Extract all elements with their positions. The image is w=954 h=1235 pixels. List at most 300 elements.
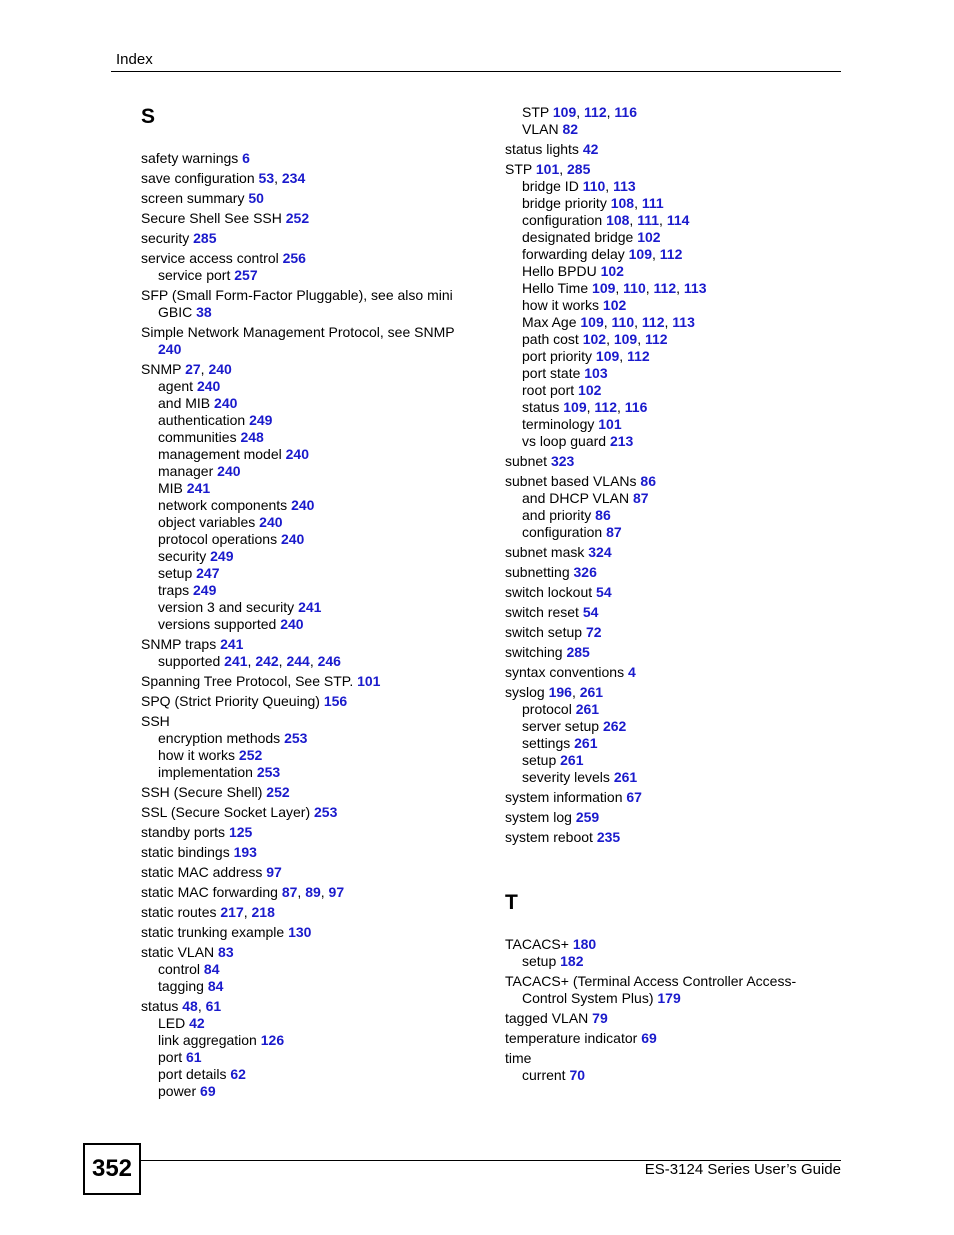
index-term: bridge ID (522, 178, 583, 194)
index-term: SNMP traps (141, 636, 221, 652)
page-reference-link[interactable]: 109 (595, 348, 620, 364)
index-term: subnet (505, 453, 551, 469)
footer-guide-title: ES-3124 Series User’s Guide (644, 1161, 841, 1178)
page-reference-link[interactable]: 82 (562, 121, 579, 137)
index-term: port (158, 1049, 187, 1065)
index-entry (141, 250, 491, 267)
ref-separator: , (634, 314, 642, 330)
index-subentry (505, 524, 855, 541)
index-term: switch setup (505, 624, 586, 640)
ref-separator: , (615, 280, 624, 296)
page-reference-link[interactable]: 285 (567, 161, 591, 177)
page-reference-link[interactable]: 69 (200, 1083, 216, 1099)
page-reference-link[interactable]: 112 (659, 246, 683, 262)
index-term: versions supported (158, 616, 281, 632)
index-subentry (505, 297, 855, 314)
index-term: syslog (505, 684, 549, 700)
page-reference-link[interactable]: 240 (259, 514, 283, 530)
ref-separator: , (278, 653, 287, 669)
index-term: standby ports (141, 824, 229, 840)
index-term: agent (158, 378, 197, 394)
index-subentry (505, 178, 855, 195)
index-term: protocol operations (158, 531, 281, 547)
page-reference-link[interactable]: 125 (228, 824, 253, 840)
page-reference-link[interactable]: 97 (266, 864, 282, 880)
index-subentry (141, 978, 491, 995)
index-term: how it works (522, 297, 603, 313)
index-term: version 3 and security (158, 599, 299, 615)
index-term: terminology (522, 416, 599, 432)
page-reference-link[interactable]: 262 (602, 718, 627, 734)
index-subentry (505, 752, 855, 769)
index-subentry (141, 531, 491, 548)
ref-separator: , (637, 331, 645, 347)
index-entries-s (141, 150, 491, 1100)
index-subentry (505, 121, 855, 138)
index-entry (141, 804, 491, 821)
page-reference-link[interactable]: 252 (266, 784, 290, 800)
page-reference-link[interactable]: 116 (614, 104, 637, 120)
index-subentry (141, 565, 491, 582)
index-term: authentication (158, 412, 250, 428)
index-subentry (141, 429, 491, 446)
index-subentry (505, 382, 855, 399)
index-column-left (141, 104, 491, 1100)
index-subentry (141, 582, 491, 599)
page-reference-link[interactable]: 69 (641, 1030, 657, 1046)
index-column-right (505, 104, 855, 1084)
index-entry (141, 190, 491, 207)
page-reference-link[interactable]: 253 (256, 764, 281, 780)
index-subentry (141, 747, 491, 764)
page-reference-link[interactable]: 240 (214, 395, 238, 411)
index-term: configuration (522, 212, 607, 228)
page-reference-link[interactable]: 27 (185, 361, 201, 377)
page-reference-link[interactable]: 62 (230, 1066, 246, 1082)
index-entry (505, 161, 855, 178)
page-reference-link[interactable]: 61 (205, 998, 222, 1014)
index-term: STP (522, 104, 553, 120)
index-term: LED (158, 1015, 190, 1031)
page-reference-link[interactable]: 50 (248, 190, 264, 206)
index-entry (141, 170, 491, 187)
index-term: SSL (Secure Socket Layer) (141, 804, 315, 820)
page-reference-link[interactable]: 72 (585, 624, 602, 640)
index-term: path cost (522, 331, 583, 347)
index-term: link aggregation (158, 1032, 261, 1048)
ref-separator: , (576, 104, 585, 120)
index-entry (141, 361, 491, 378)
page-reference-link[interactable]: 79 (592, 1010, 608, 1026)
index-entry (141, 230, 491, 247)
page-reference-link[interactable]: 38 (196, 304, 212, 320)
ref-separator: , (634, 195, 642, 211)
index-term: server setup (522, 718, 603, 734)
page-reference-link[interactable]: 110 (623, 280, 646, 296)
index-entry (141, 713, 491, 730)
index-subentry (505, 280, 855, 297)
page-reference-link[interactable]: 241 (186, 480, 211, 496)
page-reference-link[interactable]: 182 (560, 953, 584, 969)
page-reference-link[interactable]: 285 (193, 230, 217, 246)
index-term: port details (158, 1066, 231, 1082)
index-term: switch lockout (505, 584, 597, 600)
index-term: designated bridge (522, 229, 638, 245)
page-reference-link[interactable]: 114 (666, 212, 690, 228)
index-term: static bindings (141, 844, 234, 860)
index-term: port state (522, 365, 585, 381)
page-reference-link[interactable]: 112 (653, 280, 677, 296)
index-term: how it works (158, 747, 239, 763)
index-term: setup (522, 953, 561, 969)
page-reference-link[interactable]: 241 (224, 653, 248, 669)
page-reference-link[interactable]: 109 (563, 399, 587, 415)
index-term: subnetting (505, 564, 574, 580)
page-reference-link[interactable]: 193 (233, 844, 257, 860)
ref-separator: , (559, 161, 568, 177)
index-term-continuation (141, 304, 491, 321)
index-entry (505, 644, 855, 661)
page-reference-link[interactable]: 261 (574, 735, 598, 751)
page-reference-link[interactable]: 109 (628, 246, 652, 262)
index-subentry (505, 1067, 855, 1084)
index-subentry (505, 314, 855, 331)
index-entry (141, 824, 491, 841)
index-term: SNMP (141, 361, 186, 377)
index-subentry (505, 701, 855, 718)
index-term: SPQ (Strict Priority Queuing) (141, 693, 324, 709)
page-reference-link[interactable]: 240 (196, 378, 221, 394)
index-subentry (505, 195, 855, 212)
index-term: STP (505, 161, 536, 177)
page-reference-link[interactable]: 235 (596, 829, 621, 845)
page-reference-link[interactable]: 102 (582, 331, 607, 347)
index-term-continuation (505, 990, 855, 1007)
index-term: static trunking example (141, 924, 289, 940)
index-term: switching (505, 644, 567, 660)
ref-separator: , (619, 348, 628, 364)
page-reference-link[interactable]: 240 (285, 446, 309, 462)
index-term: MIB (158, 480, 187, 496)
index-term: forwarding delay (522, 246, 629, 262)
page-reference-link[interactable]: 54 (582, 604, 599, 620)
page-reference-link[interactable]: 256 (282, 250, 306, 266)
index-subentry (505, 399, 855, 416)
ref-separator: , (616, 399, 625, 415)
page-reference-link[interactable]: 108 (606, 212, 630, 228)
ref-separator: , (320, 884, 329, 900)
page-reference-link[interactable]: 116 (624, 399, 648, 415)
page-reference-link[interactable]: 259 (575, 809, 600, 825)
index-subentry (505, 953, 855, 970)
index-term: status (141, 998, 183, 1014)
page-reference-link[interactable]: 101 (535, 161, 560, 177)
page-reference-link[interactable]: 6 (242, 150, 250, 166)
page-reference-link[interactable]: 323 (550, 453, 575, 469)
ref-separator: , (659, 212, 667, 228)
index-term: severity levels (522, 769, 614, 785)
page-reference-link[interactable]: 103 (584, 365, 608, 381)
index-entry (141, 210, 491, 227)
page-reference-link[interactable]: 110 (611, 314, 635, 330)
index-term: traps (158, 582, 194, 598)
ref-separator: , (197, 998, 206, 1014)
index-term: system information (505, 789, 627, 805)
page-reference-link[interactable]: 102 (600, 263, 624, 279)
index-entry (141, 150, 491, 167)
ref-separator: , (309, 653, 318, 669)
page-reference-link[interactable]: 97 (328, 884, 345, 900)
page-reference-link[interactable]: 109 (613, 331, 638, 347)
index-entry (505, 141, 855, 158)
index-term: security (141, 230, 194, 246)
index-subentry (141, 961, 491, 978)
index-term-continuation-text: GBIC (158, 304, 197, 320)
page-reference-link[interactable]: 244 (286, 653, 310, 669)
index-entry (505, 829, 855, 846)
ref-separator: , (200, 361, 209, 377)
index-subentry (141, 730, 491, 747)
page-reference-link[interactable]: 240 (208, 361, 232, 377)
page-reference-link[interactable]: 102 (602, 297, 627, 313)
ref-separator: , (603, 314, 612, 330)
index-entry (505, 473, 855, 490)
page-reference-link[interactable]: 240 (280, 616, 304, 632)
index-subentry (505, 104, 855, 121)
index-entry (505, 1050, 855, 1067)
index-subentry (505, 246, 855, 263)
page-reference-link[interactable]: 240 (217, 463, 241, 479)
index-term: screen summary (141, 190, 249, 206)
page-reference-link[interactable]: 89 (305, 884, 321, 900)
index-term: configuration (522, 524, 607, 540)
index-term: implementation (158, 764, 257, 780)
page-reference-link[interactable]: 248 (240, 429, 264, 445)
page-reference-link[interactable]: 70 (569, 1067, 586, 1083)
page-reference-link[interactable]: 53 (258, 170, 275, 186)
page-reference-link[interactable]: 249 (210, 548, 234, 564)
page-reference-link[interactable]: 112 (594, 399, 617, 415)
index-subentry (505, 212, 855, 229)
index-term: save configuration (141, 170, 259, 186)
index-entry (141, 636, 491, 653)
page-reference-link[interactable]: 109 (552, 104, 577, 120)
index-term: setup (522, 752, 561, 768)
page-reference-link[interactable]: 42 (189, 1015, 205, 1031)
index-term: VLAN (522, 121, 563, 137)
index-term: network components (158, 497, 292, 513)
page-reference-link[interactable]: 101 (357, 673, 381, 689)
page-reference-link[interactable]: 218 (251, 904, 275, 920)
index-term: Spanning Tree Protocol, See STP. (141, 673, 358, 689)
page-reference-link[interactable]: 196 (548, 684, 572, 700)
index-subentry (141, 378, 491, 395)
page-reference-link[interactable]: 112 (584, 104, 607, 120)
index-term: Hello BPDU (522, 263, 601, 279)
page-reference-link[interactable]: 4 (627, 664, 636, 680)
page-reference-link[interactable]: 252 (285, 210, 310, 226)
index-term: power (158, 1083, 201, 1099)
index-term: switch reset (505, 604, 583, 620)
page-reference-link[interactable]: 261 (560, 752, 584, 768)
index-term: static MAC address (141, 864, 267, 880)
page-reference-link[interactable]: 241 (298, 599, 322, 615)
index-entry (141, 998, 491, 1015)
page-reference-link[interactable]: 102 (578, 382, 602, 398)
page-reference-link[interactable]: 126 (260, 1032, 285, 1048)
page-reference-link[interactable]: 240 (158, 341, 182, 357)
page-reference-link[interactable]: 86 (640, 473, 656, 489)
index-term: system log (505, 809, 576, 825)
page-reference-link[interactable]: 130 (288, 924, 312, 940)
page-reference-link[interactable]: 326 (573, 564, 597, 580)
index-subentry (141, 1049, 491, 1066)
page-reference-link[interactable]: 261 (579, 684, 604, 700)
page-reference-link[interactable]: 86 (595, 507, 611, 523)
index-term: status lights (505, 141, 583, 157)
page-reference-link[interactable]: 112 (627, 348, 650, 364)
page-reference-link[interactable]: 109 (592, 280, 616, 296)
ref-separator: , (274, 170, 282, 186)
index-entry (141, 693, 491, 710)
index-term: time (505, 1050, 532, 1066)
ref-separator: , (606, 104, 615, 120)
page-reference-link[interactable]: 111 (637, 212, 660, 228)
page-reference-link[interactable]: 324 (588, 544, 612, 560)
index-term: Hello Time (522, 280, 593, 296)
index-entry (505, 544, 855, 561)
index-subentry (141, 1083, 491, 1100)
page-reference-link[interactable]: 242 (255, 653, 279, 669)
section-gap (505, 846, 855, 890)
index-term: service access control (141, 250, 283, 266)
index-term: static MAC forwarding (141, 884, 282, 900)
index-subentry (505, 348, 855, 365)
page-reference-link[interactable]: 61 (186, 1049, 202, 1065)
page-reference-link[interactable]: 261 (575, 701, 600, 717)
index-term-continuation-text: Control System Plus) (522, 990, 658, 1006)
page-reference-link[interactable]: 252 (238, 747, 263, 763)
page-reference-link[interactable]: 110 (582, 178, 606, 194)
ref-separator: , (606, 331, 614, 347)
page-reference-link[interactable]: 113 (683, 280, 707, 296)
ref-separator: , (247, 653, 256, 669)
index-subentry (505, 433, 855, 450)
index-entry (505, 453, 855, 470)
index-subentry (505, 735, 855, 752)
index-term: current (522, 1067, 570, 1083)
page-reference-link[interactable]: 102 (637, 229, 661, 245)
index-term: system reboot (505, 829, 597, 845)
page-reference-link[interactable]: 113 (672, 314, 695, 330)
index-term: protocol (522, 701, 576, 717)
index-subentry (141, 480, 491, 497)
page-reference-link[interactable]: 48 (182, 998, 198, 1014)
index-term: management model (158, 446, 286, 462)
page-reference-link[interactable]: 261 (613, 769, 638, 785)
page-reference-link[interactable]: 108 (610, 195, 635, 211)
index-term: static routes (141, 904, 221, 920)
index-term: port priority (522, 348, 596, 364)
page-reference-link[interactable]: 249 (249, 412, 273, 428)
page-reference-link[interactable]: 241 (220, 636, 244, 652)
index-entry (505, 1030, 855, 1047)
index-entry (141, 944, 491, 961)
index-term: SSH (141, 713, 170, 729)
page-reference-link[interactable]: 109 (580, 314, 604, 330)
index-term: tagged VLAN (505, 1010, 593, 1026)
page-reference-link[interactable]: 87 (281, 884, 298, 900)
page-reference-link[interactable]: 253 (314, 804, 338, 820)
page-reference-link[interactable]: 217 (220, 904, 244, 920)
page-reference-link[interactable]: 84 (203, 961, 220, 977)
page-reference-link[interactable]: 240 (280, 531, 305, 547)
page-reference-link[interactable]: 42 (582, 141, 599, 157)
index-term: TACACS+ (Terminal Access Controller Access- (505, 973, 797, 989)
page-reference-link[interactable]: 67 (626, 789, 642, 805)
index-subentry (141, 412, 491, 429)
index-entry (141, 324, 491, 358)
page-reference-link[interactable]: 180 (572, 936, 597, 952)
page-reference-link[interactable]: 112 (644, 331, 668, 347)
ref-separator: , (676, 280, 684, 296)
index-entry (141, 864, 491, 881)
page-reference-link[interactable]: 83 (218, 944, 234, 960)
index-term: and priority (522, 507, 596, 523)
index-entry (505, 973, 855, 1007)
page-reference-link[interactable]: 247 (196, 565, 220, 581)
page-reference-link[interactable]: 253 (284, 730, 308, 746)
index-term: Simple Network Management Protocol, see SNMP (141, 324, 455, 340)
section-letter-s: S (141, 105, 156, 128)
page-reference-link[interactable]: 234 (281, 170, 306, 186)
ref-separator: , (571, 684, 580, 700)
index-subentry (141, 548, 491, 565)
page-reference-link[interactable]: 179 (657, 990, 681, 1006)
index-entry (505, 684, 855, 701)
page-reference-link[interactable]: 257 (234, 267, 258, 283)
index-subentry (141, 764, 491, 781)
page-reference-link[interactable]: 84 (207, 978, 224, 994)
page-reference-link[interactable]: 113 (613, 178, 636, 194)
page-reference-link[interactable]: 156 (323, 693, 348, 709)
index-subentry (141, 653, 491, 670)
page-reference-link[interactable]: 246 (317, 653, 341, 669)
index-entry (505, 1010, 855, 1027)
index-term: Max Age (522, 314, 581, 330)
index-term: SSH (Secure Shell) (141, 784, 267, 800)
index-entry (505, 584, 855, 601)
index-term: control (158, 961, 204, 977)
page-reference-link[interactable]: 87 (633, 490, 649, 506)
page-reference-link[interactable]: 111 (641, 195, 664, 211)
ref-separator: , (651, 246, 660, 262)
page-reference-link[interactable]: 240 (291, 497, 315, 513)
page-reference-link[interactable]: 249 (193, 582, 217, 598)
page-reference-link[interactable]: 213 (609, 433, 634, 449)
page-reference-link[interactable]: 87 (606, 524, 622, 540)
index-term: subnet based VLANs (505, 473, 641, 489)
page-reference-link[interactable]: 112 (641, 314, 665, 330)
page-reference-link[interactable]: 101 (598, 416, 622, 432)
index-subentry (505, 769, 855, 786)
index-entry (505, 564, 855, 581)
index-term: manager (158, 463, 218, 479)
page-reference-link[interactable]: 285 (566, 644, 590, 660)
ref-separator: , (605, 178, 614, 194)
page-reference-link[interactable]: 54 (596, 584, 612, 600)
index-subentry (141, 497, 491, 514)
